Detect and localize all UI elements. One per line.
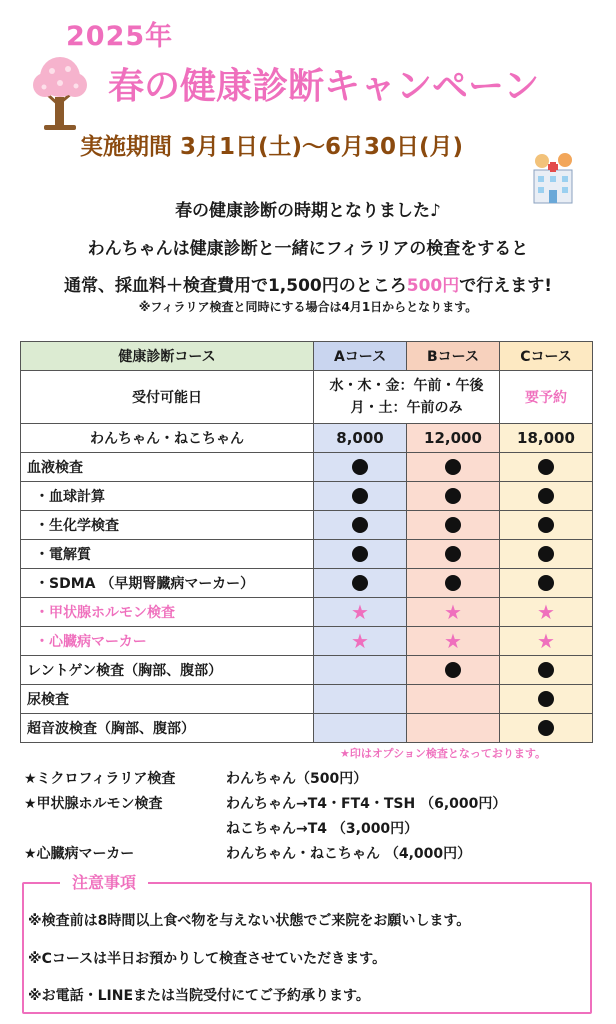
- option-detail-3: ねこちゃん→T4 （3,000円）: [226, 821, 419, 837]
- course-table: [20, 341, 593, 743]
- option-note: ★印はオプション検査となっております。: [340, 747, 546, 760]
- exam-row: [21, 685, 593, 714]
- reception-label: 受付可能日: [21, 371, 314, 424]
- option-detail-4: わんちゃん・ねこちゃん （4,000円）: [226, 846, 472, 862]
- course-c-mark: [499, 714, 592, 743]
- option-name-4: ★心臓病マーカー: [24, 846, 135, 862]
- course-c-mark: [499, 569, 592, 598]
- header-course-a: Aコース: [314, 342, 407, 371]
- header-course: 健康診断コース: [21, 342, 314, 371]
- course-a-mark: [314, 540, 407, 569]
- included-dot-icon: [538, 691, 554, 707]
- exam-row: [21, 714, 593, 743]
- exam-label: ・甲状腺ホルモン検査: [21, 598, 314, 627]
- course-b-mark: [407, 569, 500, 598]
- course-a-mark: [314, 685, 407, 714]
- course-b-mark: [407, 511, 500, 540]
- campaign-title: 春の健康診断キャンペーン: [108, 66, 540, 107]
- included-dot-icon: [352, 546, 368, 562]
- course-c-mark: [499, 685, 592, 714]
- price-b: 12,000: [407, 424, 500, 453]
- cherry-tree-icon: [30, 55, 90, 133]
- option-detail-2: わんちゃん→T4・FT4・TSH （6,000円）: [226, 796, 507, 812]
- course-b-mark: [407, 598, 500, 627]
- exam-label: ・心臓病マーカー: [21, 627, 314, 656]
- course-a-mark: [314, 453, 407, 482]
- included-dot-icon: [352, 459, 368, 475]
- exam-row: [21, 627, 593, 656]
- course-c-mark: [499, 627, 592, 656]
- exam-row: [21, 656, 593, 685]
- reception-ab: [314, 371, 500, 424]
- caution-line-2: ※Cコースは半日お預かりして検査させていただきます。: [28, 951, 387, 967]
- intro-line-3: [0, 271, 616, 296]
- course-b-mark: [407, 627, 500, 656]
- included-dot-icon: [445, 546, 461, 562]
- course-b-mark: [407, 714, 500, 743]
- reception-ab-line1: 水・木・金：午前・午後: [329, 378, 484, 394]
- course-c-mark: [499, 511, 592, 540]
- intro-line-3-before: 通常、採血料＋検査費用で1,500円のところ: [63, 276, 407, 296]
- course-c-mark: [499, 540, 592, 569]
- exam-row: [21, 453, 593, 482]
- included-dot-icon: [538, 546, 554, 562]
- reception-c: 要予約: [499, 371, 592, 424]
- exam-label: ・SDMA （早期腎臓病マーカー）: [21, 569, 314, 598]
- included-dot-icon: [352, 488, 368, 504]
- course-b-mark: [407, 540, 500, 569]
- included-dot-icon: [445, 662, 461, 678]
- course-c-mark: [499, 453, 592, 482]
- filaria-footnote: ※フィラリア検査と同時にする場合は4月1日からとなります。: [138, 300, 478, 314]
- option-star-icon: ★: [351, 629, 369, 653]
- exam-label: ・生化学検査: [21, 511, 314, 540]
- campaign-year: 2025年: [66, 21, 174, 52]
- course-a-mark: [314, 598, 407, 627]
- exam-label: 超音波検査（胸部、腹部）: [21, 714, 314, 743]
- option-name-2: ★甲状腺ホルモン検査: [24, 796, 163, 812]
- campaign-period: 実施期間 3月1日(土)〜6月30日(月): [80, 134, 464, 160]
- price-label: わんちゃん・ねこちゃん: [21, 424, 314, 453]
- caution-line-1: ※検査前は8時間以上食べ物を与えない状態でご来院をお願いします。: [28, 913, 471, 929]
- course-a-mark: [314, 482, 407, 511]
- course-c-mark: [499, 482, 592, 511]
- included-dot-icon: [445, 575, 461, 591]
- course-b-mark: [407, 453, 500, 482]
- exam-label: 血液検査: [21, 453, 314, 482]
- option-star-icon: ★: [444, 600, 462, 624]
- course-b-mark: [407, 685, 500, 714]
- exam-row: [21, 569, 593, 598]
- course-a-mark: [314, 656, 407, 685]
- option-detail-1: わんちゃん（500円）: [226, 771, 368, 787]
- included-dot-icon: [445, 459, 461, 475]
- exam-label: レントゲン検査（胸部、腹部）: [21, 656, 314, 685]
- included-dot-icon: [538, 720, 554, 736]
- price-c: 18,000: [499, 424, 592, 453]
- course-c-mark: [499, 598, 592, 627]
- included-dot-icon: [352, 575, 368, 591]
- exam-label: ・電解質: [21, 540, 314, 569]
- caution-line-3: ※お電話・LINEまたは当院受付にてご予約承ります。: [28, 988, 370, 1004]
- intro-price: 500円: [406, 276, 460, 296]
- included-dot-icon: [538, 575, 554, 591]
- course-a-mark: [314, 627, 407, 656]
- exam-rows: [21, 453, 593, 743]
- course-a-mark: [314, 714, 407, 743]
- course-c-mark: [499, 656, 592, 685]
- exam-row: [21, 482, 593, 511]
- included-dot-icon: [538, 488, 554, 504]
- included-dot-icon: [445, 517, 461, 533]
- included-dot-icon: [445, 488, 461, 504]
- intro-line-3-after: で行えます!: [459, 276, 553, 296]
- option-name-1: ★ミクロフィラリア検査: [24, 771, 176, 787]
- caution-title: 注意事項: [60, 870, 148, 893]
- option-star-icon: ★: [444, 629, 462, 653]
- course-a-mark: [314, 569, 407, 598]
- exam-row: [21, 511, 593, 540]
- exam-row: [21, 540, 593, 569]
- exam-label: ・血球計算: [21, 482, 314, 511]
- intro-line-2: わんちゃんは健康診断と一緒にフィラリアの検査をすると: [87, 239, 529, 259]
- header-course-b: Bコース: [407, 342, 500, 371]
- header-course-c: Cコース: [499, 342, 592, 371]
- exam-label: 尿検査: [21, 685, 314, 714]
- option-star-icon: ★: [537, 629, 555, 653]
- reception-ab-line2: 月・土：午前のみ: [350, 400, 463, 416]
- option-star-icon: ★: [537, 600, 555, 624]
- course-a-mark: [314, 511, 407, 540]
- course-b-mark: [407, 482, 500, 511]
- price-a: 8,000: [314, 424, 407, 453]
- included-dot-icon: [538, 459, 554, 475]
- included-dot-icon: [538, 517, 554, 533]
- included-dot-icon: [538, 662, 554, 678]
- course-b-mark: [407, 656, 500, 685]
- included-dot-icon: [352, 517, 368, 533]
- exam-row: [21, 598, 593, 627]
- option-star-icon: ★: [351, 600, 369, 624]
- intro-line-1: 春の健康診断の時期となりました♪: [175, 201, 441, 221]
